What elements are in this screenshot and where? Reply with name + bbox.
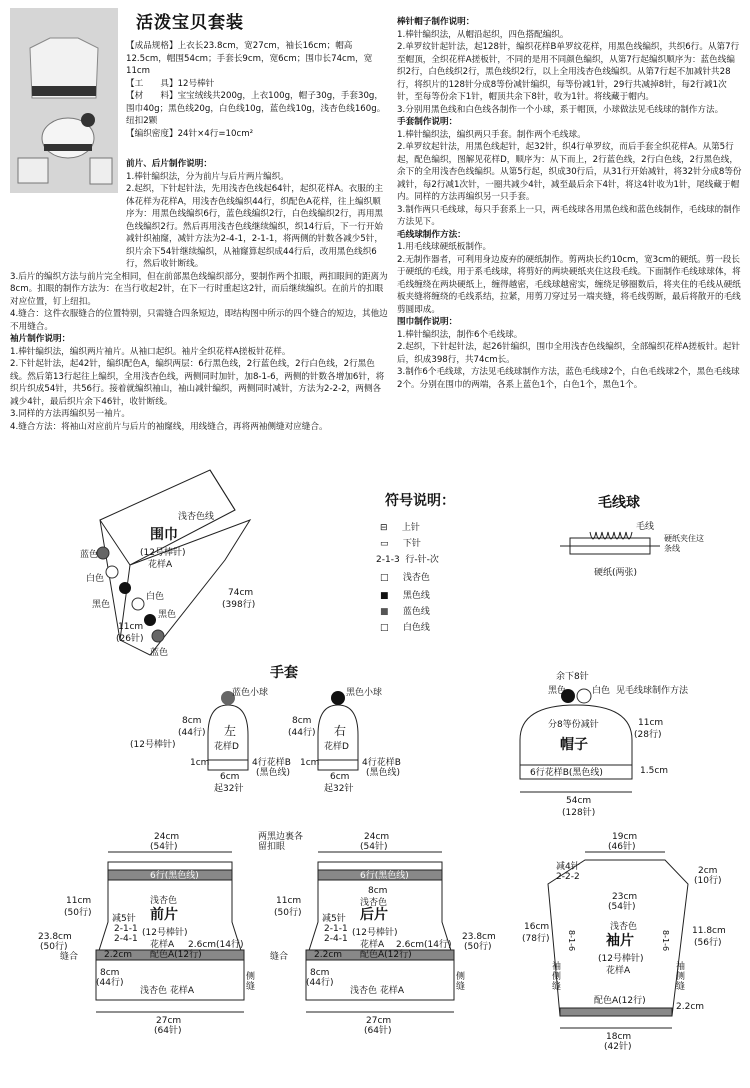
glove-right-st: 起32针 [324,784,354,794]
section-heading: 毛线球制作方法： [397,229,466,240]
back-name: 后片 [360,907,388,923]
back-h: 11cm [276,896,302,906]
front-top-w: 24cm [154,832,180,842]
pompom-card-label: 硬纸夹住这条线 [664,534,704,553]
front-top-st: (54针) [150,842,178,852]
legend-title: 符号说明： [385,493,455,509]
legend-text: 黑色线 [402,591,430,601]
spec-density: 【编织密度】24针×4行=10cm² [126,128,254,139]
front-seam: 缝合 [60,952,79,962]
sleeve-top-st: (46针) [608,842,636,852]
sleeve-h-top-rows: (10行) [694,876,722,886]
front-low-rows: (44行) [96,978,124,988]
sleeve-h-rows: (78行) [522,934,550,944]
glove-left-cuff: 1cm [190,758,210,768]
back-btn-gap: 8cm [368,886,388,896]
spec-materials: 【材 料】宝宝绒线共200g，上衣100g，帽子30g，手套30g，围巾40g；黑色线20g，白色线10g，蓝色线10g，浅杏色线160g。纽扣2颗 [126,91,386,126]
pompom-white [106,566,118,578]
back-needle: (12号棒针) [352,928,398,938]
sleeve-dec-m: 2-2-2 [556,872,580,882]
legend-symbol: ⊟ [380,523,388,533]
hat-outline [520,705,632,765]
legend-row [380,536,421,549]
sleeve-cfg-label: 配色A(12行) [594,996,646,1006]
hat-height: 11cm [638,718,664,728]
scarf-name: 围巾 [150,527,178,543]
glove-right-ball [331,691,345,705]
para: 1.用毛线球硬纸板制作。 [397,242,492,252]
front-dec: 减5针 [112,914,136,924]
sleeve-h-top: 2cm [698,866,718,876]
back-total: 23.8cm [462,932,496,942]
gloves-needle: (12号棒针) [130,740,176,750]
glove-left-cuff-rows: 4行花样B [252,758,291,768]
scarf-ball-label: 黑色 [92,600,111,610]
legend-row [380,604,430,617]
back-cfg: 2.2cm [314,950,343,960]
legend-text: 下针 [402,539,421,549]
section-heading: 前片、后片制作说明： [126,159,212,169]
spec-tools: 【工 具】12号棒针 [126,78,215,89]
front-bottom-label: 浅杏色 花样A [140,986,195,996]
scarf-ball-label: 白色 [146,592,165,602]
front-h-rows: (50行) [64,908,92,918]
para: 2.起织，下针起针法，起26针编织，围巾全用浅杏色线编织，全部编织花样A搓板针。起针后，织成398行，共74cm长。 [397,342,740,365]
glove-right-cuff-rows: 4行花样B [362,758,401,768]
pompom-black [119,582,131,594]
glove-right-h-rows: (44行) [288,728,316,738]
sleeve-inc-right: 8-1-6 [661,930,670,952]
back-dec-m: 2-1-1 [324,924,348,934]
para: 2.单罗纹起针法，用黑色线起针，起32针，织4行单罗纹，而后手套全织花样A。从第5行起，配色编织，图解见花样D，顺序为：从下而上，2行蓝色线，2行白色线，2行黑色线，余下的全用浅杏色线编织。从第5行起，织成30行后，从31行开始减针，将32针分成8等份减针，每2行减1次针，一圈共减少4针，减至最后余下4针，将这4针收为1针，尾线藏于帽内。同样的方法再编织另一只手套。 [397,142,742,202]
sleeve-top-w: 19cm [612,832,638,842]
glove-left-name: 左 [224,724,237,738]
glove-left-ball-label: 蓝色小球 [232,688,269,698]
glove-left-st: 起32针 [214,784,244,794]
hat-circ: 54cm [566,796,592,806]
back-pattern: 花样A [360,940,385,950]
scarf-pattern: 花样A [148,560,173,570]
para: 3.制作6个毛线球，方法见毛线球制作方法，蓝色毛线球2个，白色毛线球2个，黑色毛线球2个。分别在围巾的两端，各系上蓝色1个，白色1个，黑色1个。 [397,367,740,390]
scarf-ball-label: 黑色 [158,610,177,620]
back-sleeve: 2.6cm(14行) [396,940,452,950]
back-w-st: (64针) [364,1026,392,1036]
glove-right-cuff-color: (黑色线) [366,768,401,778]
back-seam: 缝合 [270,952,289,962]
para: 1.棒针编织法，编织两片袖片。从袖口起织。袖片全织花样A搓板针花样。 [10,346,291,357]
sleeve-needle: (12号棒针) [598,954,644,964]
sleeve-mid-w: 23cm [612,892,638,902]
para: 2.单罗纹针起针法，起128针，编织花样B单罗纹花样，用黑色线编织，共织6行。从第7行至帽顶，全织花样A搓板针，不同的是用不同颜色编织，从第7行起编织顺序为：蓝色线编织2行，白色线织2行，黑色线织2行，以上全用浅杏色线编织。从第7行起不加减针共28行，将织片的128针分成8等份减针编织，每等份减1针，29行共减掉8针，每2行减1次针，至每等份余下1针，帽顶共余下8针，收为1针。将线藏于帽内。 [397,42,740,102]
scarf-needle: (12号棒针) [140,548,186,558]
para: 3.同样的方法再编织另一袖片。 [10,409,130,419]
legend-text: 蓝色线 [402,607,430,617]
back-low: 8cm [310,968,330,978]
front-name: 前片 [150,907,178,923]
legend-symbol: ■ [380,591,389,601]
back-side: 侧缝 [456,972,466,992]
sleeve-side-left: 袖侧缝 [552,962,562,992]
hat-black-label: 黑色 [548,686,567,696]
sleeve-h2: 11.8cm [692,926,726,936]
section-heading: 围巾制作说明： [397,317,458,327]
front-needle: (12号棒针) [142,928,188,938]
spec-size: 【成品规格】上衣长23.8cm，宽27cm，袖长16cm；帽高12.5cm，帽围54cm；手套长9cm，宽6cm；围巾长74cm，宽11cm [126,41,373,76]
back-w: 27cm [366,1016,392,1026]
pompom-white [132,598,144,610]
legend-row [380,520,420,533]
pompom-blue [152,630,164,642]
para: 3.分别用黑色线和白色线各制作一个小球，系于帽顶，小球做法见毛线球的制作方法。 [397,104,724,115]
pompom-paper-label: 硬纸(两张) [594,568,638,578]
sleeve-w-st: (42针) [604,1042,632,1052]
sleeve-w: 18cm [606,1032,632,1042]
glove-left-h: 8cm [182,716,202,726]
back-btn-note: 两黑边裏各留扣眼 [258,832,304,852]
hat-white-label: 白色 [592,686,611,696]
back-cfg-label: 配色A(12行) [360,950,412,960]
sleeve-color: 浅杏色 [610,922,638,932]
gloves-title: 手套 [270,665,298,681]
legend-text: 行-针-次 [405,555,439,565]
front-color: 浅杏色 [150,896,178,906]
scarf-width: 11cm [118,622,144,632]
sleeve-side-right: 袖侧缝 [676,962,686,992]
legend-symbol: ■ [380,607,389,617]
para: 2.下针起针法，起42针，编织配色A，编织两层：6行黑色线，2行蓝色线，2行白色线，2行黑色线。然后第13行起往上编织，全用浅杏色线，两侧同时加针，加8-1-6，两侧的针数各增加6针，将织片织成54针，共56行。接着就编织袖山，袖山减针编织，两侧同时减针，方法为2-2-2，两侧各减少4针，最后织片余下46针，收针断线。 [10,359,385,407]
pompom-title: 毛线球 [598,495,640,511]
back-color: 浅杏色 [360,898,388,908]
glove-right-name: 右 [334,724,347,738]
back-dec-m2: 2-4-1 [324,934,348,944]
sleeve-mid-st: (54针) [608,902,636,912]
front-w-st: (64针) [154,1026,182,1036]
para: 1.棒针编织法，从帽沿起织，四色搭配编织。 [397,29,569,40]
scarf-ball-label: 蓝色 [150,648,169,658]
para: 4.缝合方法：将袖山对应前片与后片的袖窿线，用线缝合，再将两袖侧缝对应缝合。 [10,421,328,432]
pompom-yarn-label: 毛线 [636,522,655,532]
glove-right-w: 6cm [330,772,350,782]
glove-right-cuff: 1cm [300,758,320,768]
scarf-ball-label: 白色 [86,574,105,584]
para: 1.棒针编织法，分为前片与后片两片编织。 [126,171,289,182]
scarf-length-rows: (398行) [222,600,256,610]
legend-symbol: □ [380,623,389,633]
legend-text: 浅杏色 [402,573,430,583]
sleeve-h: 16cm [524,922,550,932]
para: 2.起织，下针起针法，先用浅杏色线起64针，起织花样A。衣服的主体花样为花样A，用浅杏色线编织44行，织配色A花样，往上编织顺序为：用黑色线编织6行，蓝色线编织2行，白色线编织2行，再用黑色线编织2行。然后再用浅杏色线继续编织，织14行后，下一行开始减针织袖窿，减针方法为2-4-1，2-1-1，将两侧的针数各减少5针，织片余下54针继续编织，从袖窿算起织成44行后，改用黑色线织6行，然后收针断线。 [126,184,384,269]
hat-brim: 6行花样B(黑色线) [530,768,603,778]
page-title: 活泼宝贝套装 [136,13,244,33]
front-cfg: 2.2cm [104,950,133,960]
back-total-rows: (50行) [464,942,492,952]
hat-brim-h: 1.5cm [640,766,669,776]
legend-symbol: □ [380,573,389,583]
front-h: 11cm [66,896,92,906]
scarf-width-st: (26针) [116,634,144,644]
back-bottom-label: 浅杏色 花样A [350,986,405,996]
legend-symbol: ▭ [380,539,389,549]
para: 4.缝合：这件衣服缝合的位置特别，只需缝合四条短边，即结构图中所示的四个缝合的短边，其他边不用缝合。 [10,309,388,332]
legend-symbol: 2-1-3 [376,555,400,565]
glove-left-pattern: 花样D [214,742,239,752]
front-cfg-label: 配色A(12行) [150,950,202,960]
legend-row [380,570,430,583]
glove-right-h: 8cm [292,716,312,726]
sleeve-name: 袖片 [606,933,634,949]
legend-row [380,588,430,601]
scarf-ball-label: 蓝色 [80,550,99,560]
front-total: 23.8cm [38,932,72,942]
back-band: 6行(黑色线) [360,871,409,881]
hat-decrease: 分8等份减针 [548,720,599,730]
legend-row [380,620,430,633]
back-top-w: 24cm [364,832,390,842]
scarf-length: 74cm [228,588,254,598]
back-h-rows: (50行) [274,908,302,918]
para: 3.制作两只毛线球，每只手套系上一只，两毛线球各用黑色线和蓝色线制作，毛线球的制作方法见下。 [397,204,741,227]
scarf-color: 浅杏色线 [178,512,215,522]
pompom-black [144,614,156,626]
front-sleeve: 2.6cm(14行) [188,940,244,950]
section-heading: 棒针帽子制作说明： [397,17,475,27]
front-w: 27cm [156,1016,182,1026]
front-band: 6行(黑色线) [150,871,199,881]
section-heading: 袖片制作说明： [10,334,71,344]
legend-text: 上针 [401,523,420,533]
para: 1.棒针编织法，编织两只手套。制作两个毛线球。 [397,129,586,140]
hat-height-rows: (28行) [634,730,662,740]
hat-circ-st: (128针) [562,808,596,818]
sleeve-h2-rows: (56行) [694,938,722,948]
section-heading: 手套制作说明： [397,117,458,127]
hat-ball-white [577,689,591,703]
pompom-blue [97,547,109,559]
sleeve-inc-left: 8-1-6 [567,930,576,952]
back-dec: 减5针 [322,914,346,924]
front-dec-m2: 2-4-1 [114,934,138,944]
hat-ball-ref: 见毛线球制作方法 [616,686,689,696]
back-low-rows: (44行) [306,978,334,988]
front-pattern: 花样A [150,940,175,950]
sleeve-cfg: 2.2cm [676,1002,705,1012]
glove-right-pattern: 花样D [324,742,349,752]
front-dec-m: 2-1-1 [114,924,138,934]
front-side: 侧缝 [246,972,256,992]
para: 1.棒针编织法，制作6个毛线球。 [397,329,523,340]
legend-text: 白色线 [402,623,430,633]
sleeve-dec: 减4针 [556,862,580,872]
front-low: 8cm [100,968,120,978]
front-total-rows: (50行) [40,942,68,952]
back-top-st: (54针) [360,842,388,852]
glove-left-cuff-color: (黑色线) [256,768,291,778]
hat-name: 帽子 [560,737,588,753]
para: 2.无制作器者，可利用身边废弃的硬纸制作。剪两块长约10cm，宽3cm的硬纸。剪一段长于硬纸的毛线，用于系毛线球，将剪好的两块硬纸夹住这段毛线。下面制作毛线球球体，将毛线缠绕在两块硬纸上，缠得越密，毛线球越密实，缠绕足够圈数后，将夹住的毛线从硬纸板夹缝将缠绕的毛线系结，拉紧，用剪刀穿过另一端夹缝，将毛线剪断，最后将散开的毛线剪圆即成。 [397,254,741,315]
glove-right-ball-label: 黑色小球 [346,688,383,698]
glove-left-h-rows: (44行) [178,728,206,738]
legend-row [376,552,439,565]
glove-left-w: 6cm [220,772,240,782]
hat-top-note: 余下8针 [556,672,589,682]
para: 3.后片的编织方法与前片完全相同，但在前部黑色线编织部分，要制作两个扣眼，两扣眼间的距离为8cm。扣眼的制作方法为：在当行收起2针，在下一行时重起这2针，而后继续编织。在前片的扣眼对应位置，钉上纽扣。 [10,271,388,307]
sleeve-pattern: 花样A [606,966,631,976]
